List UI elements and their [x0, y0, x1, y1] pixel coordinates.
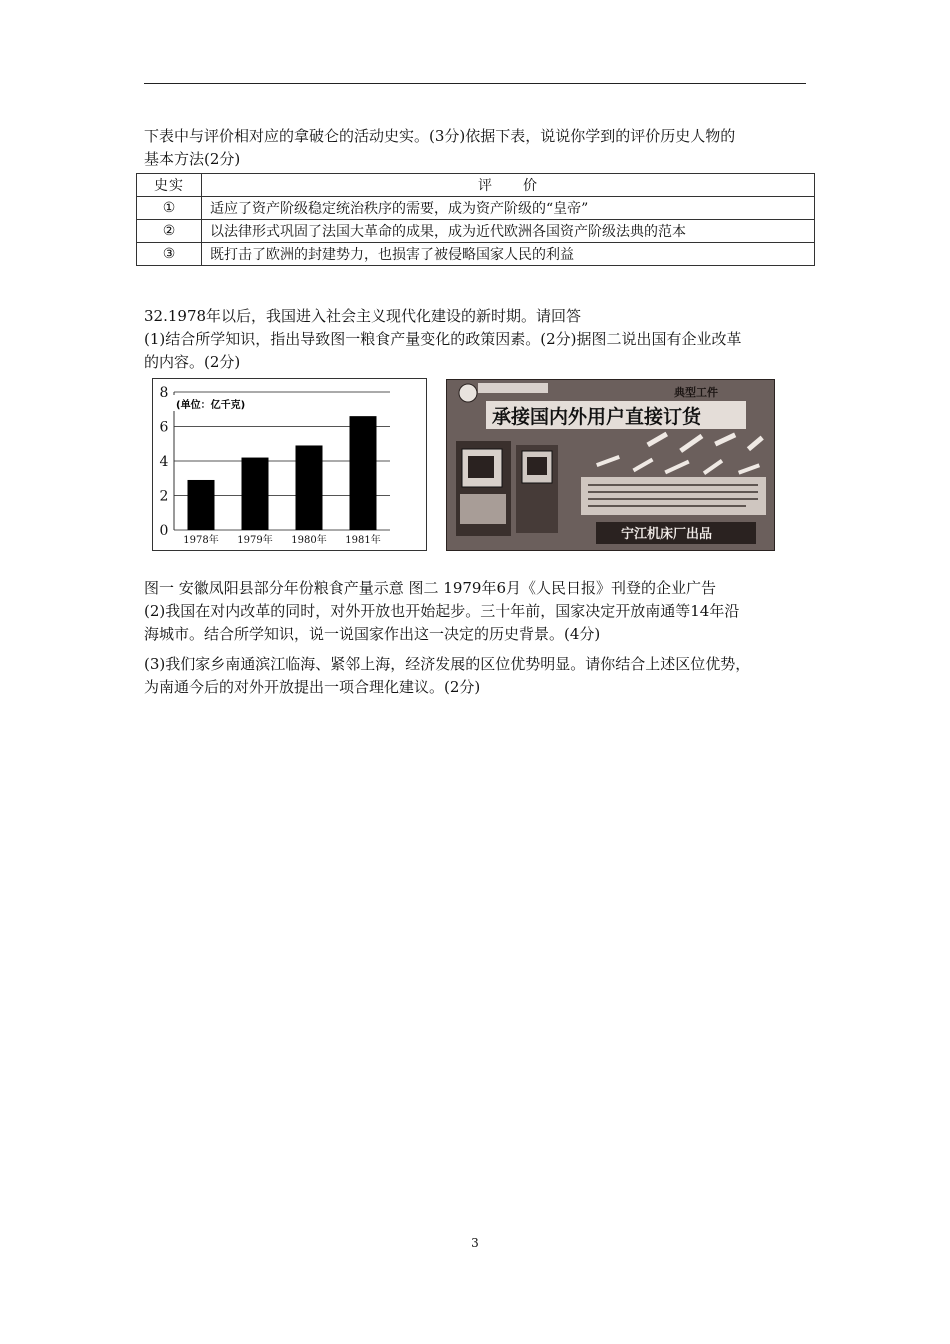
q2-line-2: 海城市。结合所学知识，说一说国家作出这一决定的历史背景。(4分) [144, 625, 601, 643]
factory-logo-icon [459, 384, 477, 402]
chart-x-tick-label: 1978年 [183, 535, 219, 546]
ad-headline: 承接国内外用户直接订货 [492, 406, 702, 428]
chart-y-tick-label: 2 [159, 488, 169, 505]
q2-line-1: (2)我国在对内改革的同时，对外开放也开始起步。三十年前，国家决定开放南通等14年沿 [144, 602, 740, 620]
row-text: 以法律形式巩固了法国大革命的成果，成为近代欧洲各国资产阶级法典的范本 [202, 220, 815, 243]
chart-unit-label: (单位：亿千克) [176, 400, 246, 411]
header-fact: 史实 [137, 174, 202, 197]
chart-x-tick-label: 1980年 [291, 535, 327, 546]
header-rule [144, 83, 806, 84]
chart-y-tick-label: 4 [159, 454, 169, 470]
intro-line-1: 下表中与评价相对应的拿破仑的活动史实。(3分)依据下表，说说你学到的评价历史人物的 [144, 127, 736, 145]
chart-bar [242, 458, 269, 530]
q3-line-2: 为南通今后的对外开放提出一项合理化建议。(2分) [144, 678, 481, 696]
row-text: 既打击了欧洲的封建势力，也损害了被侵略国家人民的利益 [202, 243, 815, 266]
chart-bar [296, 445, 323, 530]
ad-small-heading [478, 383, 548, 393]
question-32-part-3 [144, 653, 810, 699]
row-number: ② [137, 220, 202, 243]
table-header-row [137, 174, 815, 197]
table-row [137, 197, 815, 220]
ad-top-label: 典型工件 [674, 386, 718, 399]
intro-line-2: 基本方法(2分) [144, 150, 241, 168]
chart-y-tick-label: 8 [159, 385, 169, 401]
newspaper-advertisement [446, 379, 775, 551]
chart-y-tick-label: 0 [159, 523, 169, 539]
ad-body-text-block [581, 477, 766, 515]
q32-line-1: 32.1978年以后，我国进入社会主义现代化建设的新时期。请回答 [144, 307, 582, 325]
intro-paragraph [144, 125, 810, 171]
table-row [137, 220, 815, 243]
q32-line-2: (1)结合所学知识，指出导致图一粮食产量变化的政策因素。(2分)据图二说出国有企业改革 [144, 330, 742, 348]
napoleon-table [136, 173, 815, 266]
grain-output-chart [152, 378, 427, 551]
chart-bar [350, 416, 377, 530]
page-number: 3 [471, 1236, 479, 1250]
ad-footer-text: 宁江机床厂出品 [621, 527, 713, 542]
table-row [137, 243, 815, 266]
row-text: 适应了资产阶级稳定统治秩序的需要，成为资产阶级的“皇帝” [202, 197, 815, 220]
q3-line-1: (3)我们家乡南通滨江临海、紧邻上海，经济发展的区位优势明显。请你结合上述区位优势， [144, 655, 751, 673]
chart-x-tick-label: 1979年 [237, 535, 273, 546]
chart-bar [188, 480, 215, 530]
machine-tool-icon [456, 441, 511, 536]
row-number: ① [137, 197, 202, 220]
q32-line-3: 的内容。(2分) [144, 353, 241, 371]
header-evaluation: 评 价 [202, 174, 815, 197]
chart-x-tick-label: 1981年 [345, 535, 381, 546]
question-32-part-2 [144, 600, 810, 646]
row-number: ③ [137, 243, 202, 266]
machine-tool-icon [516, 445, 558, 533]
chart-y-tick-label: 6 [159, 419, 169, 436]
figure-caption: 图一 安徽凤阳县部分年份粮食产量示意 图二 1979年6月《人民日报》刊登的企业广告 [144, 579, 717, 597]
question-32 [144, 305, 810, 374]
